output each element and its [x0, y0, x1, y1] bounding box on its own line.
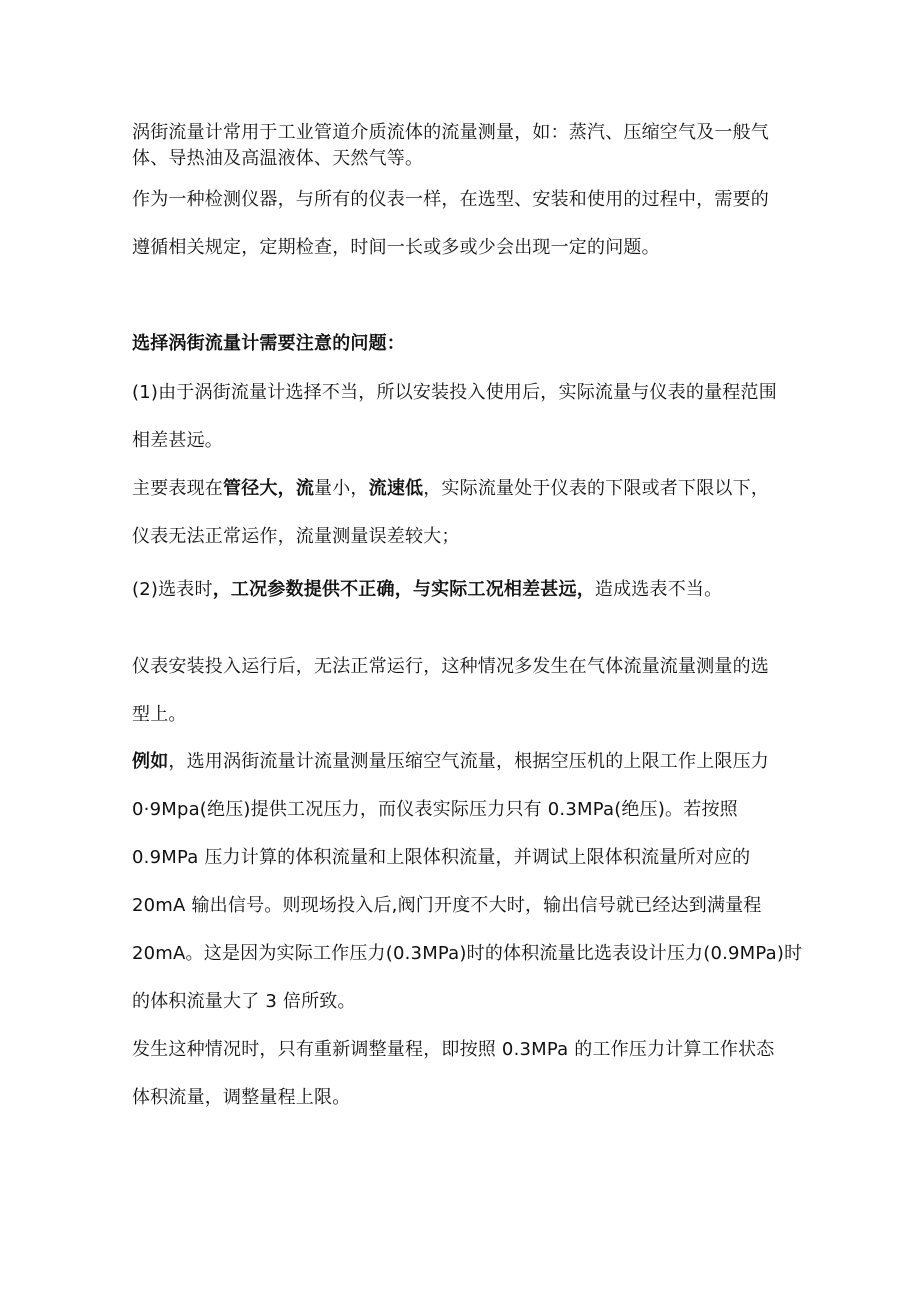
emphasis-flow: 流 — [295, 478, 315, 499]
example-line-3: 0.9MPa 压力计算的体积流量和上限体积流量，并调试上限体积流量所对应的 — [132, 847, 751, 868]
item-1-line-2: 相差甚远。 — [132, 430, 223, 451]
intro-paragraph-2-line-1: 作为一种检测仪器，与所有的仪表一样，在选型、安装和使用的过程中，需要的 — [132, 189, 769, 210]
example-line-5: 20mA。这是因为实际工作压力(0.3MPa)时的体积流量比选表设计压力(0.9MPa)时 — [132, 943, 803, 964]
text-run: 造成选表不当。 — [594, 579, 723, 600]
intro-paragraph-line-2: 体、导热油及高温液体、天然气等。 — [132, 148, 424, 169]
intro-paragraph-line-1: 涡街流量计常用于工业管道介质流体的流量测量，如：蒸汽、压缩空气及一般气 — [132, 122, 769, 143]
section-heading: 选择涡街流量计需要注意的问题： — [132, 333, 405, 354]
text-run: ，选用涡街流量计流量测量压缩空气流量，根据空压机的上限工作上限压力 — [168, 751, 770, 772]
example-line-4: 20mA 输出信号。则现场投入后,阀门开度不大时，输出信号就已经达到满量程 — [132, 895, 762, 916]
example-line-6: 的体积流量大了 3 倍所致。 — [132, 991, 356, 1012]
text-run: 量小， — [314, 478, 369, 499]
emphasis-pipe-large: 管径大 — [223, 478, 278, 499]
item-1-line-1: (1)由于涡街流量计选择不当，所以安装投入使用后，实际流量与仪表的量程范围 — [132, 382, 777, 403]
example-line-1 — [132, 750, 769, 774]
text-run: ，实际流量处于仪表的下限或者下限以下， — [423, 478, 770, 499]
item-2-line-2: 仪表安装投入运行后，无法正常运行，这种情况多发生在气体流量流量测量的选 — [132, 656, 769, 677]
intro-paragraph-2-line-2: 遵循相关规定，定期检查，时间一长或多或少会出现一定的问题。 — [132, 237, 660, 258]
emphasis-low-velocity: 流速低 — [368, 478, 424, 499]
example-line-2: 0·9Mpa(绝压)提供工况压力，而仪表实际压力只有 0.3MPa(绝压)。若按照 — [132, 799, 738, 820]
text-run: (2)选表时 — [132, 579, 213, 600]
emphasis-example: 例如 — [132, 751, 169, 772]
solution-line-2: 体积流量，调整量程上限。 — [132, 1087, 351, 1108]
item-2-line-3: 型上。 — [132, 704, 187, 725]
item-1-line-4: 仪表无法正常运作，流量测量误差较大； — [132, 526, 460, 547]
emphasis-comma: ， — [277, 478, 296, 499]
item-1-line-3 — [132, 477, 769, 501]
emphasis-wrong-parameters: ，工况参数提供不正确，与实际工况相差甚远， — [212, 579, 595, 600]
solution-line-1: 发生这种情况时，只有重新调整量程，即按照 0.3MPa 的工作压力计算工作状态 — [132, 1039, 775, 1060]
text-run: 主要表现在 — [132, 478, 223, 499]
item-2-line-1 — [132, 578, 722, 602]
